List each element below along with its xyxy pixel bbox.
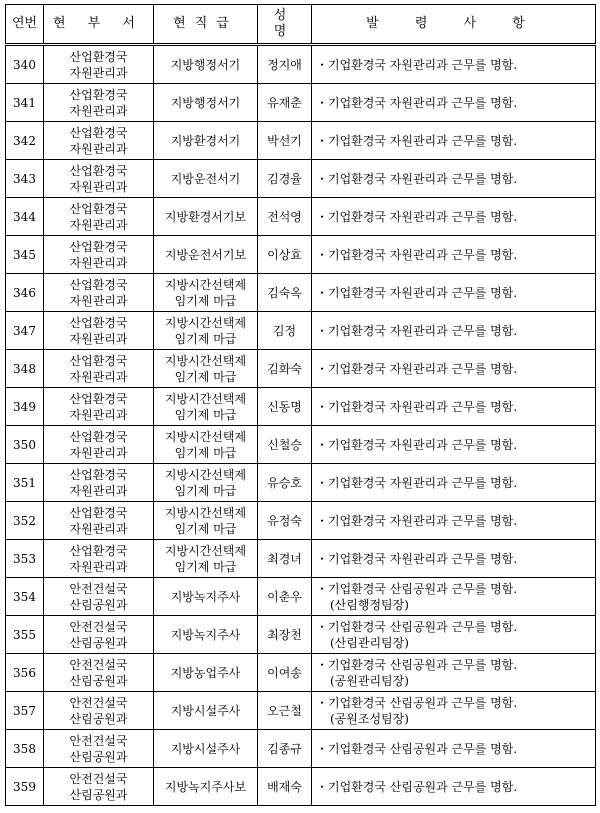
order-text: ・기업환경국 자원관리과 근무를 명함. (316, 361, 518, 376)
cell-name: 최장천 (258, 616, 312, 654)
order-text: ・기업환경국 자원관리과 근무를 명함. (316, 209, 518, 224)
cell-no: 347 (6, 312, 44, 350)
cell-dept: 산업환경국 자원관리과 (44, 540, 154, 578)
table-row (6, 312, 596, 350)
table-row (6, 122, 596, 160)
cell-order (312, 654, 596, 692)
cell-no: 349 (6, 388, 44, 426)
cell-order (312, 45, 596, 84)
cell-no: 356 (6, 654, 44, 692)
cell-name: 이여송 (258, 654, 312, 692)
cell-dept: 안전건설국 산림공원과 (44, 692, 154, 730)
order-text: ・기업환경국 산림공원과 근무를 명함. (316, 779, 518, 794)
order-text: ・기업환경국 산림공원과 근무를 명함. (316, 619, 518, 634)
table-row (6, 84, 596, 122)
cell-dept: 산업환경국 자원관리과 (44, 502, 154, 540)
cell-dept: 산업환경국 자원관리과 (44, 160, 154, 198)
cell-no: 350 (6, 426, 44, 464)
cell-dept: 안전건설국 산림공원과 (44, 654, 154, 692)
cell-dept: 산업환경국 자원관리과 (44, 274, 154, 312)
order-subtext: (공원조성팀장) (330, 711, 409, 726)
cell-grade: 지방시간선택제 임기제 마급 (154, 540, 258, 578)
cell-order (312, 426, 596, 464)
order-text: ・기업환경국 자원관리과 근무를 명함. (316, 513, 518, 528)
cell-dept: 산업환경국 자원관리과 (44, 45, 154, 84)
cell-name: 유정숙 (258, 502, 312, 540)
cell-no: 353 (6, 540, 44, 578)
table-row (6, 692, 596, 730)
order-text: ・기업환경국 산림공원과 근무를 명함. (316, 741, 518, 756)
cell-order (312, 464, 596, 502)
order-text: ・기업환경국 자원관리과 근무를 명함. (316, 247, 518, 262)
cell-no: 340 (6, 45, 44, 84)
cell-no: 345 (6, 236, 44, 274)
cell-order (312, 768, 596, 806)
cell-name: 박선기 (258, 122, 312, 160)
cell-name: 김경율 (258, 160, 312, 198)
header-order: 발 령 사 항 (312, 5, 596, 45)
cell-order (312, 502, 596, 540)
cell-order (312, 388, 596, 426)
cell-name: 신동명 (258, 388, 312, 426)
order-text: ・기업환경국 자원관리과 근무를 명함. (316, 57, 518, 72)
cell-name: 김정 (258, 312, 312, 350)
order-subtext: (산림행정팀장) (330, 597, 409, 612)
cell-no: 355 (6, 616, 44, 654)
order-subtext: (공원관리팀장) (330, 673, 409, 688)
cell-name: 김숙옥 (258, 274, 312, 312)
cell-no: 357 (6, 692, 44, 730)
cell-dept: 산업환경국 자원관리과 (44, 198, 154, 236)
cell-grade: 지방시간선택제 임기제 마급 (154, 388, 258, 426)
cell-no: 342 (6, 122, 44, 160)
order-text: ・기업환경국 자원관리과 근무를 명함. (316, 323, 518, 338)
cell-order (312, 578, 596, 616)
header-dept: 현 부 서 (44, 5, 154, 45)
order-text: ・기업환경국 산림공원과 근무를 명함. (316, 695, 518, 710)
cell-order (312, 160, 596, 198)
table-row (6, 730, 596, 768)
table-row (6, 426, 596, 464)
cell-no: 359 (6, 768, 44, 806)
order-text: ・기업환경국 자원관리과 근무를 명함. (316, 437, 518, 452)
cell-dept: 산업환경국 자원관리과 (44, 388, 154, 426)
cell-no: 343 (6, 160, 44, 198)
cell-grade: 지방운전서기 (154, 160, 258, 198)
order-text: ・기업환경국 자원관리과 근무를 명함. (316, 171, 518, 186)
cell-name: 김종규 (258, 730, 312, 768)
cell-name: 이춘우 (258, 578, 312, 616)
cell-grade: 지방시간선택제 임기제 마급 (154, 274, 258, 312)
cell-order (312, 350, 596, 388)
cell-no: 354 (6, 578, 44, 616)
order-text: ・기업환경국 산림공원과 근무를 명함. (316, 657, 518, 672)
table-row (6, 540, 596, 578)
cell-grade: 지방환경서기보 (154, 198, 258, 236)
cell-grade: 지방환경서기 (154, 122, 258, 160)
table-row (6, 198, 596, 236)
personnel-order-sheet (5, 4, 596, 806)
cell-dept: 산업환경국 자원관리과 (44, 122, 154, 160)
cell-dept: 산업환경국 자원관리과 (44, 312, 154, 350)
table-row (6, 578, 596, 616)
cell-dept: 안전건설국 산림공원과 (44, 578, 154, 616)
cell-order (312, 236, 596, 274)
cell-grade: 지방녹지주사 (154, 616, 258, 654)
cell-no: 346 (6, 274, 44, 312)
cell-order (312, 84, 596, 122)
cell-no: 344 (6, 198, 44, 236)
table-row (6, 45, 596, 84)
table-body (6, 45, 596, 806)
personnel-table (5, 4, 596, 806)
header-name: 성 명 (258, 5, 312, 45)
cell-order (312, 730, 596, 768)
cell-name: 신철승 (258, 426, 312, 464)
cell-name: 전석영 (258, 198, 312, 236)
order-text: ・기업환경국 자원관리과 근무를 명함. (316, 95, 518, 110)
cell-order (312, 692, 596, 730)
order-text: ・기업환경국 자원관리과 근무를 명함. (316, 399, 518, 414)
table-row (6, 616, 596, 654)
cell-order (312, 540, 596, 578)
cell-no: 351 (6, 464, 44, 502)
cell-no: 352 (6, 502, 44, 540)
cell-dept: 안전건설국 산림공원과 (44, 730, 154, 768)
cell-grade: 지방녹지주사 (154, 578, 258, 616)
table-row (6, 654, 596, 692)
cell-order (312, 312, 596, 350)
cell-order (312, 198, 596, 236)
order-text: ・기업환경국 자원관리과 근무를 명함. (316, 475, 518, 490)
cell-dept: 산업환경국 자원관리과 (44, 236, 154, 274)
cell-dept: 안전건설국 산림공원과 (44, 616, 154, 654)
table-row (6, 388, 596, 426)
order-text: ・기업환경국 산림공원과 근무를 명함. (316, 581, 518, 596)
cell-grade: 지방운전서기보 (154, 236, 258, 274)
cell-name: 유승호 (258, 464, 312, 502)
cell-grade: 지방시설주사 (154, 730, 258, 768)
cell-name: 김화숙 (258, 350, 312, 388)
table-row (6, 160, 596, 198)
cell-name: 유재춘 (258, 84, 312, 122)
cell-dept: 산업환경국 자원관리과 (44, 350, 154, 388)
cell-dept: 산업환경국 자원관리과 (44, 84, 154, 122)
cell-grade: 지방행정서기 (154, 84, 258, 122)
cell-name: 오근철 (258, 692, 312, 730)
cell-no: 348 (6, 350, 44, 388)
cell-dept: 산업환경국 자원관리과 (44, 426, 154, 464)
cell-dept: 안전건설국 산림공원과 (44, 768, 154, 806)
cell-grade: 지방농업주사 (154, 654, 258, 692)
cell-order (312, 616, 596, 654)
cell-grade: 지방시간선택제 임기제 마급 (154, 464, 258, 502)
cell-name: 배재숙 (258, 768, 312, 806)
table-row (6, 350, 596, 388)
cell-grade: 지방시간선택제 임기제 마급 (154, 312, 258, 350)
cell-name: 최경녀 (258, 540, 312, 578)
cell-order (312, 274, 596, 312)
order-text: ・기업환경국 자원관리과 근무를 명함. (316, 285, 518, 300)
cell-grade: 지방녹지주사보 (154, 768, 258, 806)
cell-grade: 지방시간선택제 임기제 마급 (154, 426, 258, 464)
order-text: ・기업환경국 자원관리과 근무를 명함. (316, 133, 518, 148)
header-grade: 현직급 (154, 5, 258, 45)
table-row (6, 768, 596, 806)
order-text: ・기업환경국 자원관리과 근무를 명함. (316, 551, 518, 566)
cell-grade: 지방시설주사 (154, 692, 258, 730)
header-row (6, 5, 596, 45)
cell-no: 341 (6, 84, 44, 122)
table-row (6, 464, 596, 502)
cell-no: 358 (6, 730, 44, 768)
cell-grade: 지방시간선택제 임기제 마급 (154, 350, 258, 388)
cell-name: 이상효 (258, 236, 312, 274)
order-subtext: (산림관리팀장) (330, 635, 409, 650)
table-row (6, 236, 596, 274)
cell-grade: 지방행정서기 (154, 45, 258, 84)
table-row (6, 502, 596, 540)
cell-grade: 지방시간선택제 임기제 마급 (154, 502, 258, 540)
cell-order (312, 122, 596, 160)
cell-dept: 산업환경국 자원관리과 (44, 464, 154, 502)
header-no: 연번 (6, 5, 44, 45)
cell-name: 정지애 (258, 45, 312, 84)
table-row (6, 274, 596, 312)
